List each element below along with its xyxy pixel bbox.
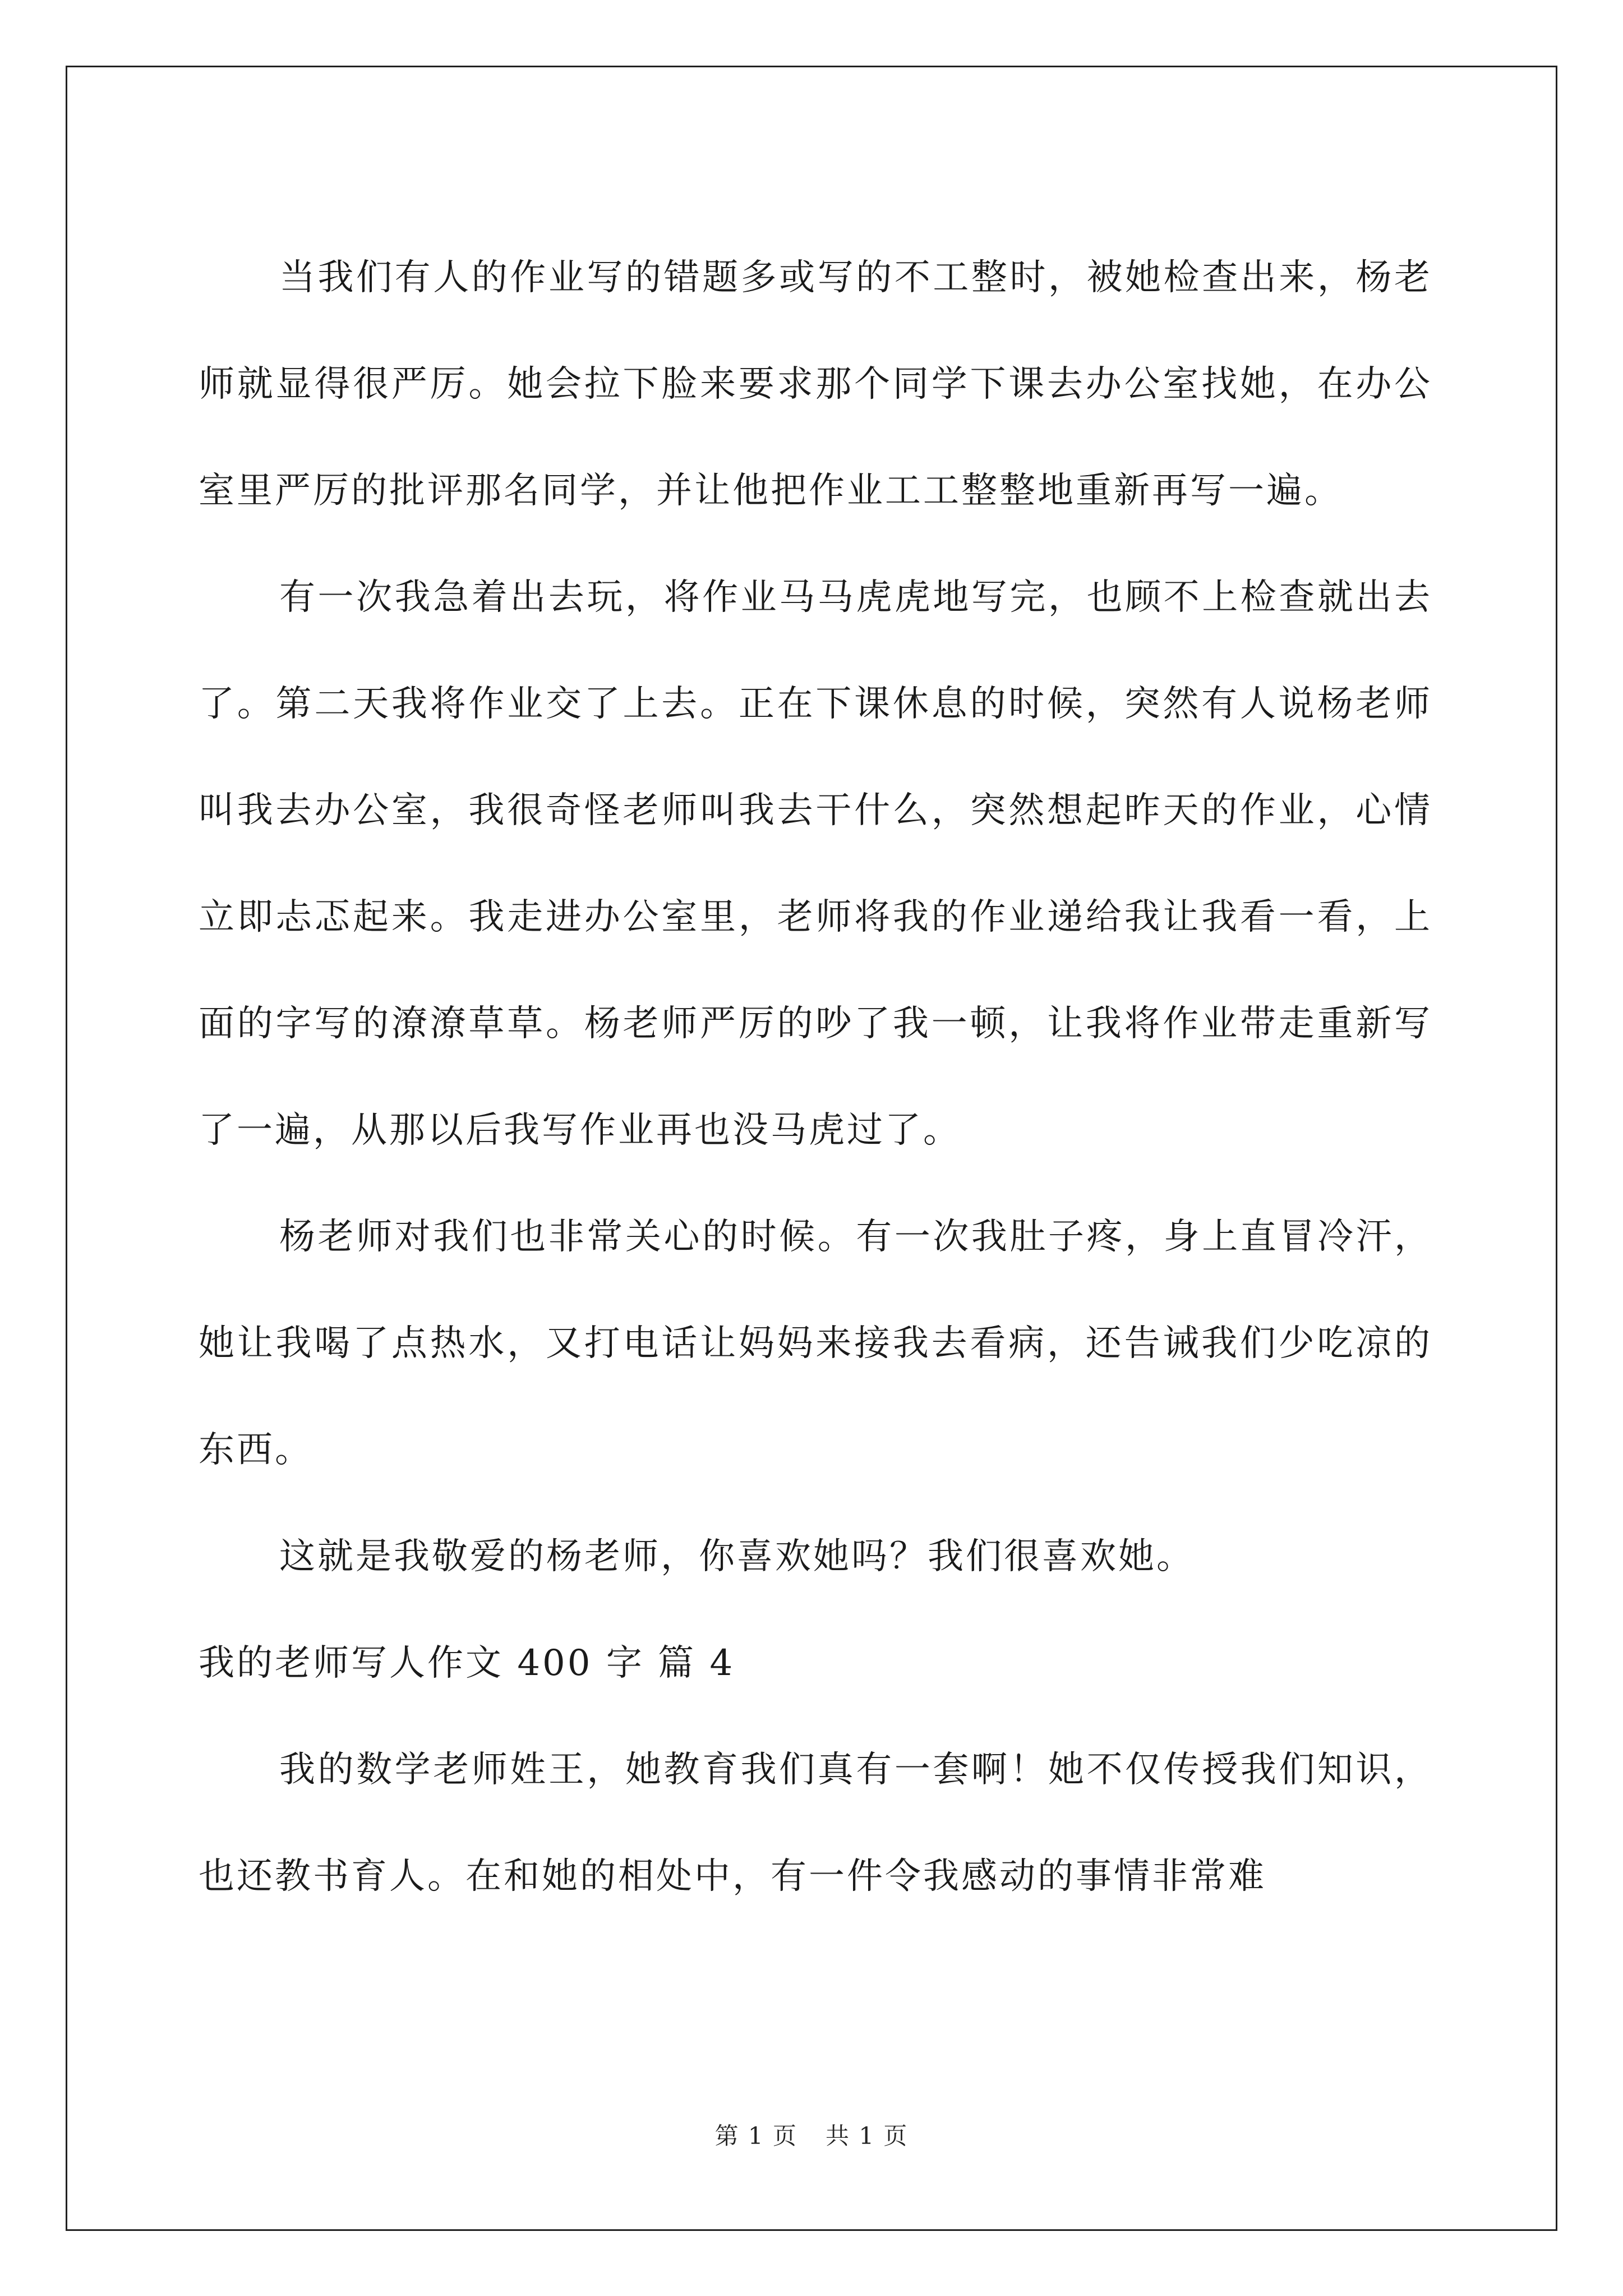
paragraph: 有一次我急着出去玩，将作业马马虎虎地写完，也顾不上检查就出去了。第二天我将作业交了上去。正在下课休息的时候，突然有人说杨老师叫我去办公室，我很奇怪老师叫我去干什么，突然想起昨天的作业，心情立即忐忑起来。我走进办公室里，老师将我的作业递给我让我看一看，上面的字写的潦潦草草。杨老师严厉的吵了我一顿，让我将作业带走重新写了一遍，从那以后我写作业再也没马虎过了。 <box>199 577 1432 1151</box>
paragraph: 杨老师对我们也非常关心的时候。有一次我肚子疼，身上直冒冷汗，她让我喝了点热水，又打电话让妈妈来接我去看病，还告诫我们少吃凉的东西。 <box>199 1216 1432 1471</box>
document-body <box>199 224 1432 1930</box>
page-footer <box>0 2118 1623 2151</box>
page-number: 第 1 页 <box>714 2122 797 2150</box>
paragraph: 我的数学老师姓王，她教育我们真有一套啊！她不仅传授我们知识，也还教书育人。在和她的相处中，有一件令我感动的事情非常难 <box>199 1749 1432 1897</box>
paragraph: 这就是我敬爱的杨老师，你喜欢她吗？我们很喜欢她。 <box>279 1536 1195 1577</box>
section-heading: 我的老师写人作文 400 字 篇 4 <box>199 1642 735 1684</box>
page-total: 共 1 页 <box>826 2122 909 2150</box>
paragraph: 当我们有人的作业写的错题多或写的不工整时，被她检查出来，杨老师就显得很严厉。她会拉下脸来要求那个同学下课去办公室找她，在办公室里严厉的批评那名同学，并让他把作业工工整整地重新再写一遍。 <box>199 257 1432 512</box>
